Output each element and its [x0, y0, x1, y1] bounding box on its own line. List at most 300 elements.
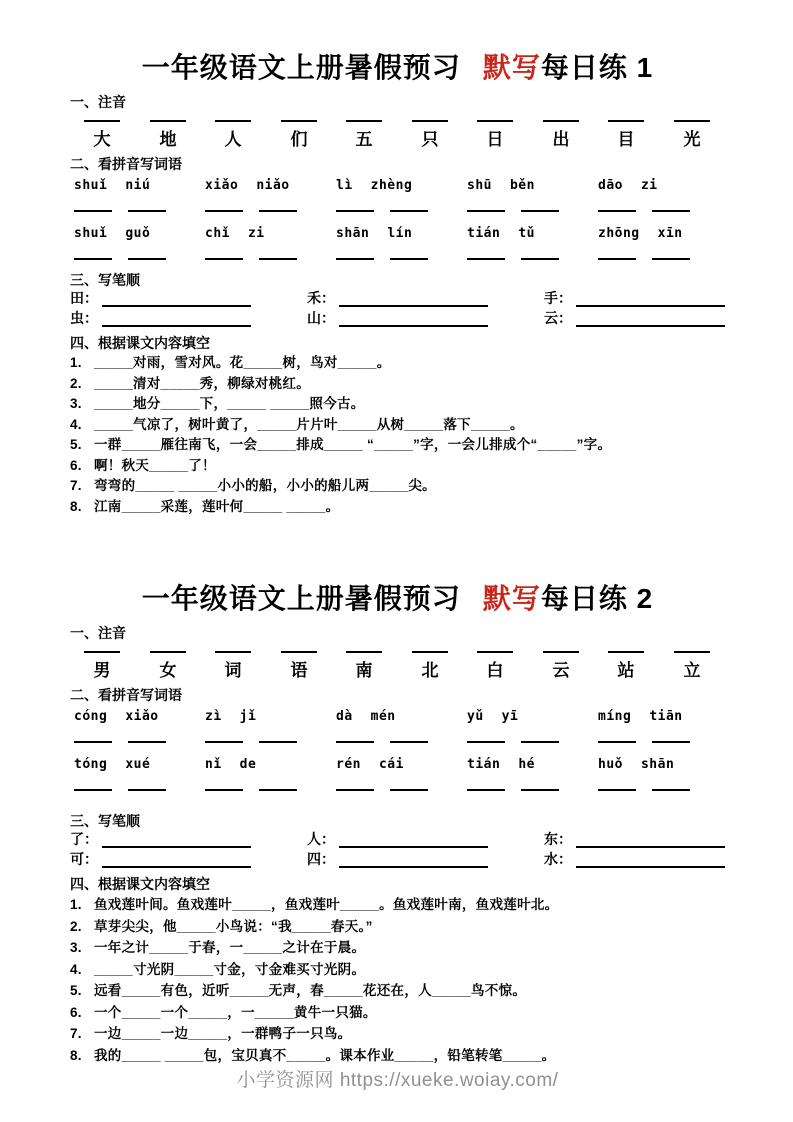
answer-line-row	[70, 789, 725, 791]
pinyin-syllable: zhèng	[370, 178, 413, 193]
pinyin-syllable: chǐ	[205, 226, 230, 241]
fill-blank-item	[70, 394, 725, 415]
zhuyin-pair	[70, 120, 201, 150]
answer-line	[259, 789, 297, 791]
stroke-order-item	[70, 290, 251, 307]
pinyin-answer-line	[608, 651, 644, 653]
answer-line-row	[70, 210, 725, 212]
zhuyin-char: 大	[93, 130, 111, 149]
item-text: 鱼戏莲叶间。鱼戏莲叶_____，鱼戏莲叶_____。鱼戏莲叶南，鱼戏莲叶北。	[94, 897, 559, 912]
answer-line	[467, 741, 505, 743]
fill-blank-item	[70, 456, 725, 477]
answer-line	[467, 789, 505, 791]
fill-blank-item	[70, 916, 725, 938]
pinyin-word	[463, 757, 594, 773]
pinyin-syllable: zì	[205, 709, 222, 724]
pinyin-syllable: de	[239, 757, 257, 772]
item-text: _____清对_____秀，柳绿对桃红。	[94, 375, 311, 391]
pinyin-syllable: niú	[125, 178, 151, 193]
pinyin-answer-line	[281, 651, 317, 653]
zhuyin-char: 词	[224, 661, 242, 680]
item-number: 4.	[70, 961, 82, 977]
pinyin-word	[594, 178, 725, 194]
stroke-order-item	[307, 851, 488, 868]
zhuyin-pair	[463, 651, 594, 681]
item-text: 一个_____一个_____，一_____黄牛一只猫。	[94, 1004, 377, 1020]
pinyin-syllable: zi	[247, 226, 265, 241]
zhuyin-char: 语	[290, 661, 308, 680]
item-text: _____气凉了，树叶黄了，_____片片叶_____从树_____落下_____。	[94, 416, 524, 432]
fill-blank-item	[70, 980, 725, 1002]
item-text: 远看_____有色，近听_____无声，春_____花还在，人_____鸟不惊。	[94, 983, 527, 998]
answer-line-group	[201, 258, 332, 260]
answer-line-group	[594, 789, 725, 791]
item-number: 1.	[70, 897, 82, 912]
answer-line	[128, 789, 166, 791]
answer-line	[521, 789, 559, 791]
stroke-order-item	[544, 290, 725, 307]
answer-line	[598, 258, 636, 260]
pinyin-syllable: niǎo	[256, 178, 290, 193]
pinyin-syllable: tián	[467, 226, 501, 241]
answer-line-group	[463, 741, 594, 743]
zhuyin-pair	[70, 651, 201, 681]
fill-blank-item	[70, 1002, 725, 1024]
answer-line	[467, 258, 505, 260]
stroke-order-label: 东：	[544, 831, 572, 847]
item-number: 3.	[70, 396, 82, 411]
stroke-order-label: 了：	[70, 831, 98, 847]
fill-blank-item	[70, 1045, 725, 1067]
stroke-order-item	[70, 851, 251, 868]
pinyin-answer-line	[412, 651, 448, 653]
section-heading-zhuyin: 一、注音	[70, 625, 126, 641]
pinyin-syllable: xué	[125, 757, 151, 772]
zhuyin-pair	[332, 651, 463, 681]
answer-line	[521, 210, 559, 212]
item-text: 草芽尖尖，他_____小鸟说：“我_____春天。”	[94, 918, 373, 934]
section-heading-pinyin: 二、看拼音写词语	[70, 156, 182, 172]
fill-blank-list	[70, 894, 725, 1066]
answer-line	[652, 258, 690, 260]
pinyin-word	[201, 709, 332, 725]
answer-line	[336, 210, 374, 212]
pinyin-word	[463, 178, 594, 194]
answer-line-group	[332, 741, 463, 743]
zhuyin-cell	[342, 120, 386, 150]
stroke-order-label: 山：	[307, 310, 335, 326]
answer-line	[598, 789, 636, 791]
worksheet-1-title	[70, 50, 725, 86]
stroke-order-item	[544, 831, 725, 848]
pinyin-syllable: lín	[387, 226, 413, 241]
item-text: _____地分_____下，_____ _____照今古。	[94, 396, 365, 411]
pinyin-syllable: tóng	[74, 757, 108, 772]
zhuyin-char: 立	[683, 661, 701, 680]
item-number: 8.	[70, 1047, 82, 1063]
pinyin-word	[332, 178, 463, 194]
stroke-order-label: 虫：	[70, 310, 98, 326]
pinyin-answer-line	[608, 120, 644, 122]
stroke-order-line	[339, 853, 488, 868]
answer-line	[205, 741, 243, 743]
pinyin-word	[70, 178, 201, 194]
zhuyin-char: 人	[224, 130, 242, 149]
zhuyin-pair	[463, 120, 594, 150]
item-text: 一边_____一边_____，一群鸭子一只鸟。	[94, 1026, 352, 1041]
worksheet-2	[70, 581, 725, 1066]
pinyin-syllable: xīn	[657, 226, 683, 241]
zhuyin-char: 出	[552, 130, 570, 149]
pinyin-syllable: mén	[370, 709, 396, 724]
zhuyin-cell	[146, 651, 190, 681]
pinyin-answer-line	[674, 651, 710, 653]
pinyin-word	[70, 226, 201, 242]
answer-line	[74, 789, 112, 791]
answer-line	[74, 741, 112, 743]
zhuyin-cell	[408, 120, 452, 150]
answer-line-group	[332, 258, 463, 260]
answer-line-group	[70, 741, 201, 743]
pinyin-word	[70, 709, 201, 725]
stroke-order-label: 人：	[307, 831, 335, 847]
title-prefix: 一年级语文上册暑假预习	[141, 52, 461, 83]
pinyin-syllable: rén	[336, 757, 361, 772]
fill-blank-item	[70, 435, 725, 456]
section-heading-fill-blank: 四、根据课文内容填空	[70, 335, 210, 351]
zhuyin-cell	[670, 120, 714, 150]
answer-line-group	[332, 210, 463, 212]
pinyin-answer-line	[215, 651, 251, 653]
pinyin-answer-line	[281, 120, 317, 122]
pinyin-syllable: huǒ	[598, 757, 623, 772]
zhuyin-cell	[277, 651, 321, 681]
item-number: 2.	[70, 918, 82, 934]
pinyin-answer-line	[477, 651, 513, 653]
pinyin-word	[332, 226, 463, 242]
stroke-order-item	[70, 831, 251, 848]
answer-line-group	[70, 789, 201, 791]
item-number: 4.	[70, 416, 82, 432]
answer-line-group	[463, 258, 594, 260]
pinyin-syllable: guǒ	[125, 226, 151, 241]
stroke-order-line	[576, 833, 725, 848]
pinyin-syllable: xiǎo	[205, 178, 239, 193]
answer-line-group	[594, 258, 725, 260]
zhuyin-char: 站	[617, 661, 635, 680]
answer-line	[390, 789, 428, 791]
fill-blank-item	[70, 497, 725, 518]
answer-line	[128, 258, 166, 260]
zhuyin-pair	[594, 120, 725, 150]
section-heading-pinyin: 二、看拼音写词语	[70, 687, 182, 703]
pinyin-syllable: shān	[640, 757, 675, 772]
answer-line	[652, 741, 690, 743]
answer-line-row	[70, 741, 725, 743]
item-number: 6.	[70, 1004, 82, 1020]
pinyin-answer-line	[346, 651, 382, 653]
item-number: 2.	[70, 375, 82, 391]
answer-line-group	[332, 789, 463, 791]
site-watermark: 小学资源网 https://xueke.woiay.com/	[236, 1070, 559, 1091]
item-number: 3.	[70, 940, 82, 955]
pinyin-syllable: zhōng	[598, 226, 640, 241]
pinyin-word	[332, 709, 463, 725]
zhuyin-cell	[80, 651, 124, 681]
pinyin-word	[463, 226, 594, 242]
answer-line-group	[463, 789, 594, 791]
pinyin-syllable: tǔ	[518, 226, 535, 241]
pinyin-syllable: hé	[518, 757, 535, 772]
stroke-order-label: 禾：	[307, 290, 335, 306]
answer-line	[336, 789, 374, 791]
answer-line-group	[594, 210, 725, 212]
stroke-order-item	[307, 290, 488, 307]
stroke-order-label: 水：	[544, 851, 572, 867]
fill-blank-item	[70, 1023, 725, 1045]
stroke-order-item	[544, 310, 725, 327]
stroke-order-item	[307, 310, 488, 327]
section-heading-stroke-order: 三、写笔顺	[70, 272, 140, 288]
stroke-order-item	[307, 831, 488, 848]
pinyin-syllable: dāo	[598, 178, 623, 193]
zhuyin-char: 白	[486, 661, 504, 680]
answer-line-group	[70, 210, 201, 212]
zhuyin-cell	[211, 120, 255, 150]
pinyin-syllable: shuǐ	[74, 226, 108, 241]
answer-line	[652, 210, 690, 212]
pinyin-answer-line	[84, 120, 120, 122]
zhuyin-pair	[201, 120, 332, 150]
answer-line-group	[594, 741, 725, 743]
fill-blank-item	[70, 959, 725, 981]
answer-line	[259, 741, 297, 743]
fill-blank-item	[70, 415, 725, 436]
item-text: 一年之计_____于春，一_____之计在于晨。	[94, 940, 366, 955]
title-highlight: 默写	[482, 52, 541, 83]
item-number: 8.	[70, 498, 82, 514]
pinyin-syllable: zi	[640, 178, 658, 193]
zhuyin-cell	[604, 651, 648, 681]
pinyin-word	[594, 226, 725, 242]
pinyin-answer-line	[543, 120, 579, 122]
answer-line	[336, 258, 374, 260]
answer-line	[521, 258, 559, 260]
fill-blank-item	[70, 374, 725, 395]
pinyin-syllable: yī	[501, 709, 519, 724]
pinyin-answer-line	[412, 120, 448, 122]
item-text: 啊！秋天_____了！	[94, 457, 216, 473]
stroke-order-line	[576, 853, 725, 868]
stroke-order-line	[102, 853, 251, 868]
item-number: 5.	[70, 437, 82, 452]
zhuyin-cell	[670, 651, 714, 681]
answer-line-group	[201, 210, 332, 212]
answer-line	[467, 210, 505, 212]
zhuyin-char: 们	[290, 130, 308, 149]
answer-line-group	[201, 741, 332, 743]
pinyin-syllable: cóng	[74, 709, 108, 724]
item-text: 一群_____雁往南飞，一会_____排成_____ “_____”字，一会儿排成个“_____”字。	[94, 437, 612, 452]
section-heading-stroke-order: 三、写笔顺	[70, 813, 140, 829]
worksheet-2-title	[70, 581, 725, 617]
answer-line-row	[70, 258, 725, 260]
zhuyin-cell	[539, 120, 583, 150]
answer-line	[128, 210, 166, 212]
zhuyin-cell	[277, 120, 321, 150]
stroke-order-line	[576, 312, 725, 327]
pinyin-syllable: tián	[467, 757, 501, 772]
zhuyin-char: 目	[617, 130, 635, 149]
stroke-order-line	[339, 833, 488, 848]
pinyin-syllable: lì	[336, 178, 353, 193]
item-number: 5.	[70, 983, 82, 998]
item-number: 1.	[70, 355, 82, 370]
pinyin-word	[201, 178, 332, 194]
answer-line	[205, 210, 243, 212]
zhuyin-cell	[211, 651, 255, 681]
pinyin-answer-line	[477, 120, 513, 122]
stroke-order-label: 云：	[544, 310, 572, 326]
pinyin-word	[594, 757, 725, 773]
title-highlight: 默写	[482, 583, 541, 614]
answer-line	[259, 258, 297, 260]
zhuyin-cell	[473, 651, 517, 681]
stroke-order-item	[544, 851, 725, 868]
zhuyin-cell	[146, 120, 190, 150]
pinyin-syllable: tiān	[649, 709, 683, 724]
zhuyin-char: 日	[486, 130, 504, 149]
pinyin-syllable: běn	[509, 178, 535, 193]
pinyin-syllable: cái	[378, 757, 404, 772]
pinyin-syllable: xiǎo	[125, 709, 159, 724]
pinyin-row	[70, 226, 725, 242]
pinyin-syllable: jǐ	[239, 709, 257, 724]
pinyin-row	[70, 757, 725, 773]
pinyin-word	[594, 709, 725, 725]
stroke-order-line	[102, 833, 251, 848]
answer-line-group	[463, 210, 594, 212]
pinyin-word	[70, 757, 201, 773]
stroke-order-grid	[70, 831, 725, 868]
stroke-order-line	[102, 312, 251, 327]
item-number: 6.	[70, 457, 82, 473]
zhuyin-cell	[408, 651, 452, 681]
pinyin-syllable: shū	[467, 178, 492, 193]
title-suffix: 每日练 1	[540, 52, 654, 83]
fill-blank-item	[70, 894, 725, 916]
zhuyin-char: 北	[421, 661, 439, 680]
answer-line	[598, 210, 636, 212]
section-heading-zhuyin: 一、注音	[70, 94, 126, 110]
answer-line	[205, 258, 243, 260]
fill-blank-item	[70, 476, 725, 497]
zhuyin-char: 五	[355, 130, 373, 149]
stroke-order-label: 田：	[70, 290, 98, 306]
stroke-order-item	[70, 310, 251, 327]
fill-blank-list	[70, 353, 725, 517]
zhuyin-pair	[594, 651, 725, 681]
pinyin-row	[70, 178, 725, 194]
zhuyin-char: 男	[93, 661, 111, 680]
title-suffix: 每日练 2	[540, 583, 654, 614]
zhuyin-cell	[342, 651, 386, 681]
answer-line	[390, 258, 428, 260]
pinyin-answer-line	[150, 120, 186, 122]
item-number: 7.	[70, 478, 82, 493]
pinyin-answer-line	[84, 651, 120, 653]
item-text: _____对雨，雪对风。花_____树，鸟对_____。	[94, 355, 391, 370]
pinyin-word	[463, 709, 594, 725]
answer-line	[652, 789, 690, 791]
stroke-order-grid	[70, 290, 725, 327]
item-text: _____寸光阴_____寸金，寸金难买寸光阴。	[94, 961, 366, 977]
answer-line	[598, 741, 636, 743]
answer-line-group	[201, 789, 332, 791]
fill-blank-item	[70, 937, 725, 959]
answer-line-group	[70, 258, 201, 260]
zhuyin-row	[70, 651, 725, 681]
pinyin-row	[70, 709, 725, 725]
item-text: 江南_____采莲，莲叶何_____ _____。	[94, 498, 340, 514]
zhuyin-char: 只	[421, 130, 439, 149]
zhuyin-cell	[473, 120, 517, 150]
zhuyin-row	[70, 120, 725, 150]
pinyin-syllable: yǔ	[467, 709, 484, 724]
pinyin-syllable: shuǐ	[74, 178, 108, 193]
pinyin-syllable: dà	[336, 709, 353, 724]
answer-line	[205, 789, 243, 791]
zhuyin-char: 地	[159, 130, 177, 149]
pinyin-syllable: nǐ	[205, 757, 222, 772]
answer-line	[74, 210, 112, 212]
stroke-order-label: 四：	[307, 851, 335, 867]
worksheet-1	[70, 50, 725, 517]
section-heading-fill-blank: 四、根据课文内容填空	[70, 876, 210, 892]
stroke-order-label: 可：	[70, 851, 98, 867]
pinyin-word	[201, 757, 332, 773]
zhuyin-char: 云	[552, 661, 570, 680]
zhuyin-pair	[332, 120, 463, 150]
pinyin-answer-line	[150, 651, 186, 653]
item-number: 7.	[70, 1026, 82, 1041]
answer-line	[74, 258, 112, 260]
pinyin-syllable: shān	[336, 226, 370, 241]
pinyin-answer-line	[674, 120, 710, 122]
pinyin-syllable: míng	[598, 709, 632, 724]
answer-line	[336, 741, 374, 743]
stroke-order-line	[102, 292, 251, 307]
answer-line	[390, 741, 428, 743]
stroke-order-line	[576, 292, 725, 307]
answer-line	[259, 210, 297, 212]
answer-line	[521, 741, 559, 743]
item-text: 弯弯的_____ _____小小的船，小小的船儿两_____尖。	[94, 478, 436, 493]
answer-line	[128, 741, 166, 743]
title-prefix: 一年级语文上册暑假预习	[141, 583, 461, 614]
answer-line	[390, 210, 428, 212]
pinyin-answer-line	[346, 120, 382, 122]
fill-blank-item	[70, 353, 725, 374]
zhuyin-char: 光	[683, 130, 701, 149]
zhuyin-cell	[80, 120, 124, 150]
zhuyin-char: 南	[355, 661, 373, 680]
stroke-order-line	[339, 292, 488, 307]
zhuyin-char: 女	[159, 661, 177, 680]
item-text: 我的_____ _____包，宝贝真不_____。课本作业_____，铅笔转笔_____。	[94, 1047, 556, 1063]
zhuyin-pair	[201, 651, 332, 681]
pinyin-answer-line	[543, 651, 579, 653]
